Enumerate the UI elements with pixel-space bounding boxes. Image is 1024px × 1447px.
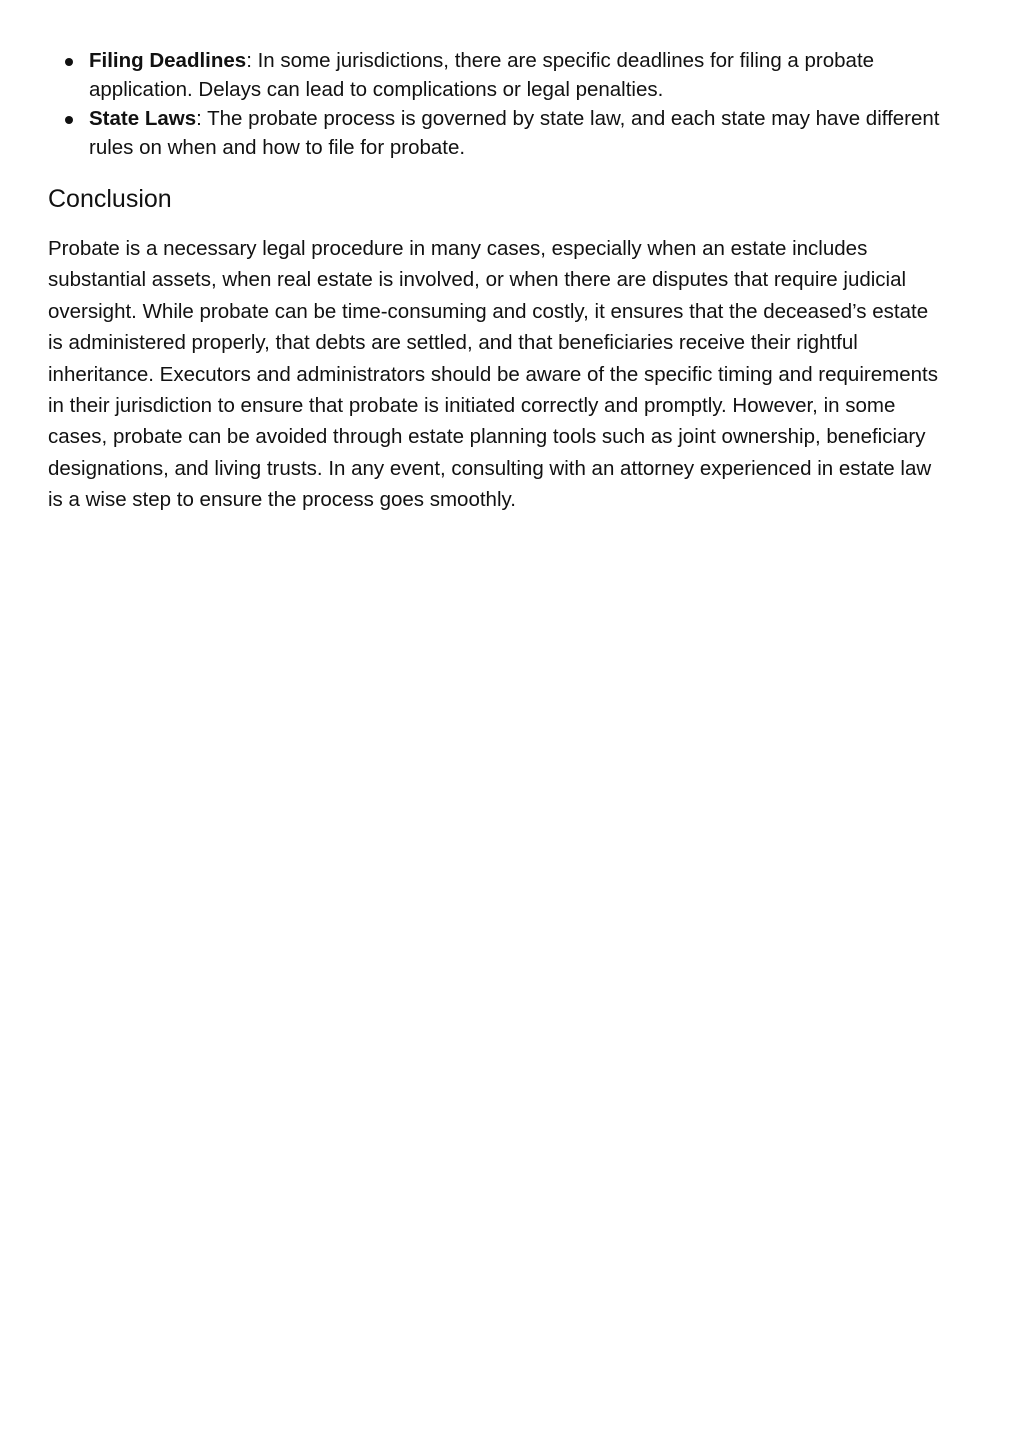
- conclusion-paragraph: Probate is a necessary legal procedure in many cases, especially when an estate includes substantial assets, when real estate is involved, or when there are disputes that require judicial oversight. While probate can be time-consuming and costly, it ensures that the deceased’s estate is administered properly, that debts are settled, and that beneficiaries receive their rightful inheritance. Executors and administrators should be aware of the specific timing and requirements in their jurisdiction to ensure that probate is initiated correctly and promptly. However, in some cases, probate can be avoided through estate planning tools such as joint ownership, beneficiary designations, and living trusts. In any event, consulting with an attorney experienced in estate law is a wise step to ensure the process goes smoothly.: [48, 237, 938, 512]
- bullet-icon: [65, 58, 73, 66]
- list-item-term: State Laws: [89, 107, 197, 130]
- list-item: [48, 46, 948, 104]
- list-item-text: : In some jurisdictions, there are specific deadlines for filing a probate application. Delays can lead to complications or legal penalties.: [89, 49, 875, 101]
- list-item: [48, 104, 948, 162]
- conclusion-heading: Conclusion: [48, 185, 172, 213]
- document-page: [48, 46, 948, 516]
- list-item-text: : The probate process is governed by state law, and each state may have different rules on when and how to file for probate.: [89, 107, 940, 159]
- bullet-list: [48, 46, 948, 162]
- list-item-term: Filing Deadlines: [89, 49, 247, 72]
- bullet-icon: [65, 116, 73, 124]
